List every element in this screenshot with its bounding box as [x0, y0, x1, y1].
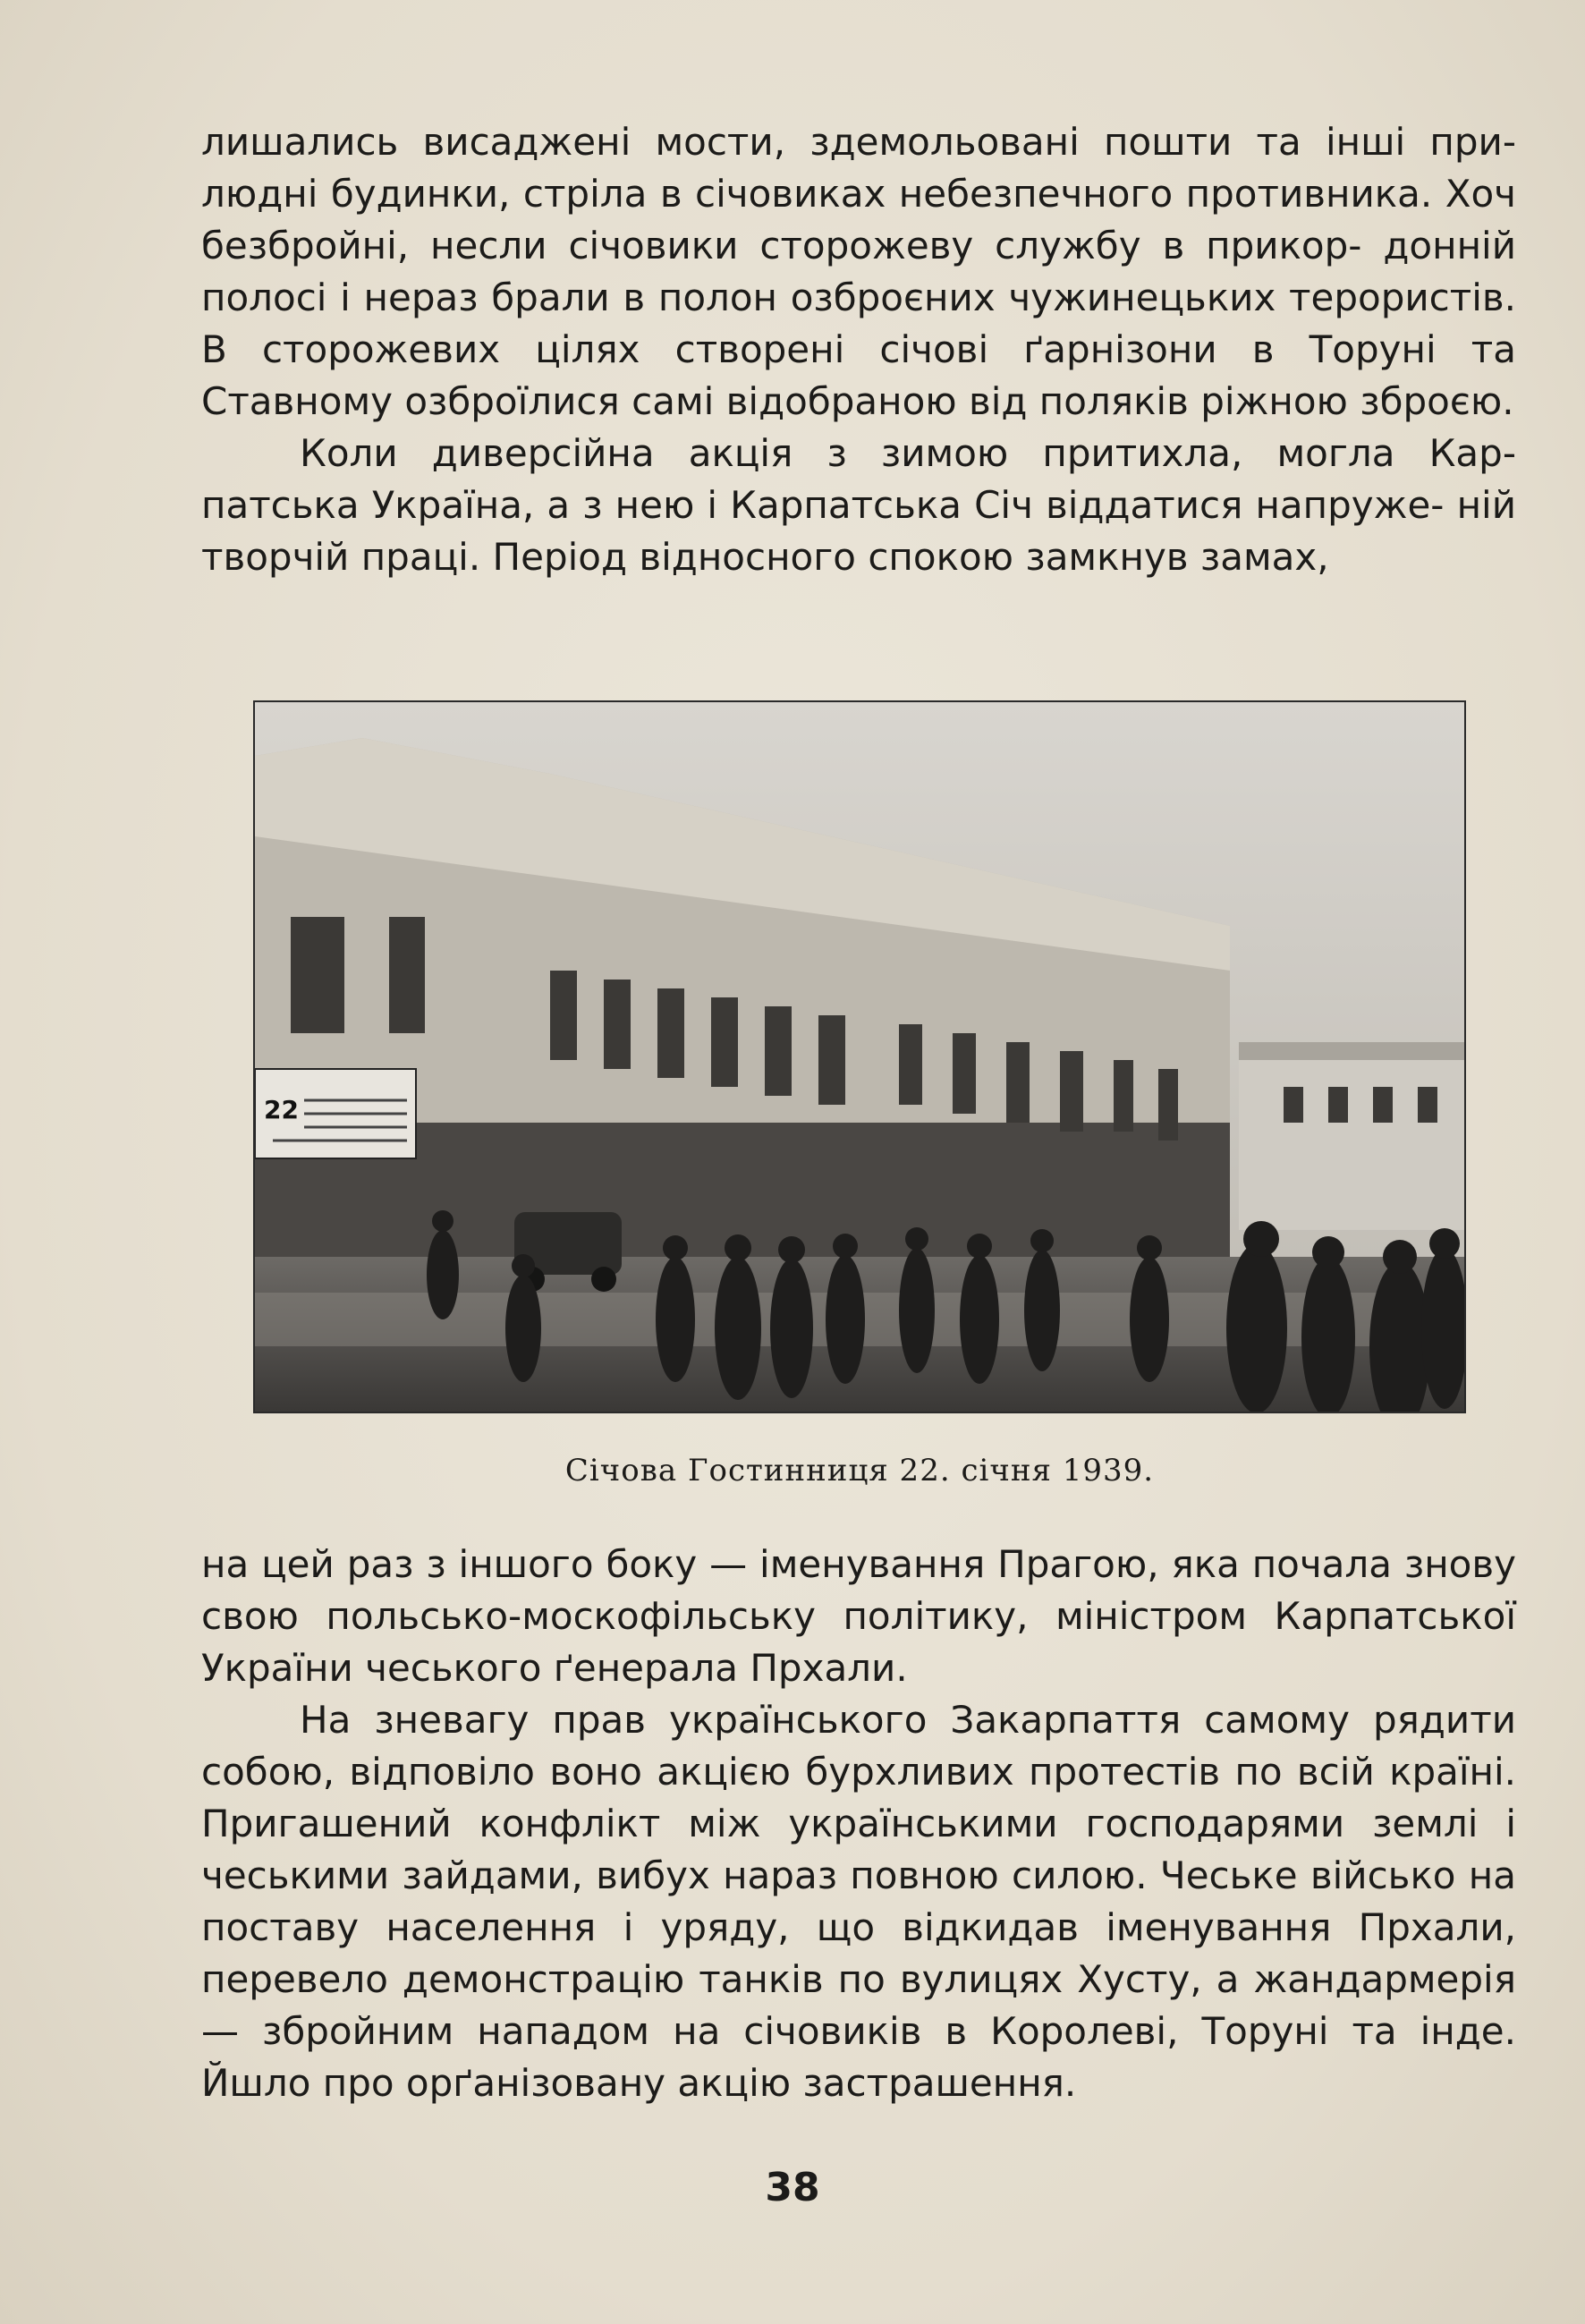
text-line: донній полосі і нераз брали в полон озброєних чужинецьких: [201, 224, 1516, 319]
text-block-top: [201, 116, 1516, 583]
text-line: патська Україна, а з нею і Карпатська Січ віддатися напруже-: [201, 483, 1445, 527]
text-block-bottom: [201, 1539, 1516, 2109]
historical-photo: [253, 700, 1466, 1413]
text-line: ріжною зброєю.: [1200, 379, 1514, 423]
text-line: людні будинки, стріла в січовиках небезпечного противника.: [201, 172, 1433, 216]
paragraph-4: [201, 1694, 1516, 2109]
text-line: лишались висаджені мости, здемольовані пошти та інші при-: [201, 120, 1516, 164]
text-line: Прхали, перевело демонстрацію танків по вулицях Хусту, а: [201, 1905, 1516, 2001]
photo-caption: Січова Гостинниця 22. січня 1939.: [564, 1453, 1155, 1489]
sign-text: 22: [264, 1095, 299, 1124]
paragraph-3: [201, 1539, 1516, 1694]
text-line: ній творчій праці. Період відносного спокою замкнув замах,: [201, 483, 1516, 579]
page-number: 38: [765, 2165, 820, 2210]
text-line: Карпатської України чеського ґенерала Прхали.: [201, 1594, 1516, 1690]
text-line: в Торуні та Ставному озброїлися самі відобраною від поляків: [201, 327, 1516, 423]
text-line: собою, відповіло воно акцією бурхливих протестів по всій: [201, 1750, 1375, 1794]
text-line: на цей раз з іншого боку — іменування Прагою, яка почала: [201, 1542, 1392, 1586]
text-line: Коли диверсійна акція з зимою притихла, могла Кар-: [300, 431, 1516, 475]
text-line: знову свою польсько-москофільську політику, міністром: [201, 1542, 1516, 1638]
text-line: Торуні та інде. Йшло про орґанізовану акцію застрашення.: [201, 2009, 1517, 2105]
street-scene-illustration: [255, 702, 1464, 1412]
text-line: На зневагу прав українського Закарпаття самому рядити: [300, 1698, 1516, 1742]
paragraph-2: [201, 428, 1516, 583]
text-line: жандармерія — збройним нападом на січовиків в Королеві,: [201, 1957, 1516, 2053]
text-line: військо на поставу населення і уряду, що відкидав іменування: [201, 1853, 1516, 1949]
text-line: Хоч безбройні, несли січовики сторожеву службу в прикор-: [201, 172, 1516, 267]
text-line: землі і чеськими зайдами, вибух нараз повною силою. Чеське: [201, 1802, 1516, 1897]
text-line: країні. Пригашений конфлікт між українськими господарями: [201, 1750, 1516, 1845]
paragraph-1: [201, 116, 1516, 428]
text-line: терористів. В сторожевих цілях створені січові ґарнізони: [201, 276, 1516, 371]
